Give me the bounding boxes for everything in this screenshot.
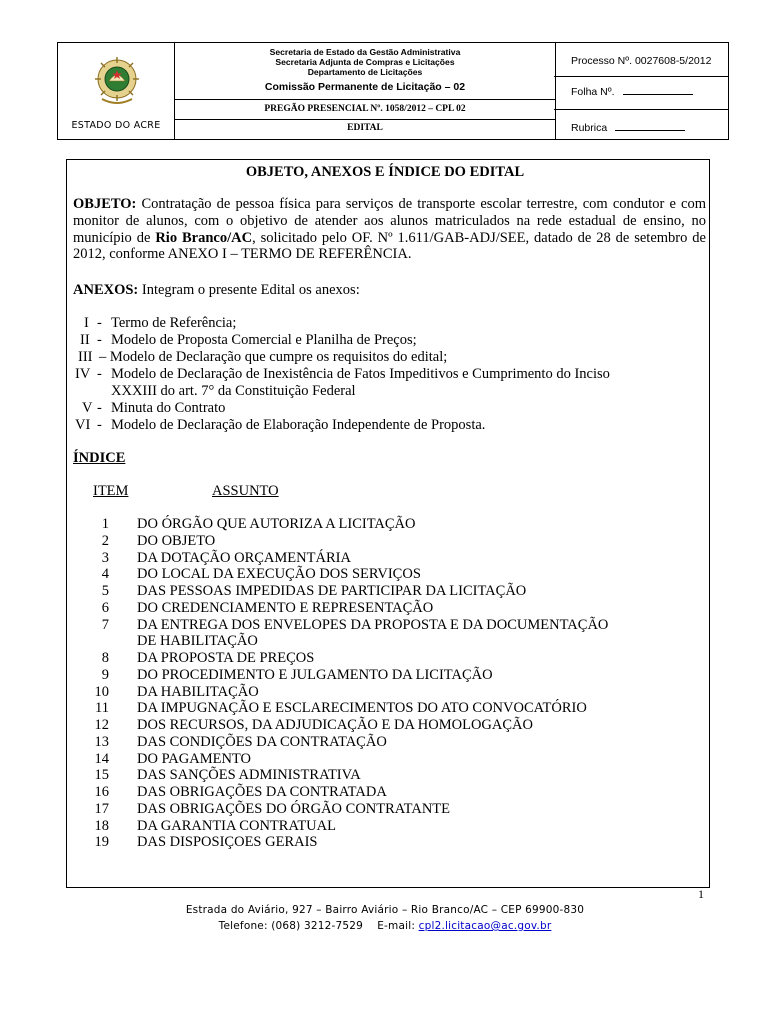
index-item-subject: DE HABILITAÇÃO: [137, 633, 258, 650]
index-item-subject: DA ENTREGA DOS ENVELOPES DA PROPOSTA E DA DOCUMENTAÇÃO: [137, 616, 609, 633]
index-item-subject: DAS PESSOAS IMPEDIDAS DE PARTICIPAR DA LICITAÇÃO: [137, 583, 527, 599]
document-header: [57, 42, 729, 140]
index-item-subject: DA HABILITAÇÃO: [137, 683, 259, 700]
index-item-subject: DA GARANTIA CONTRATUAL: [137, 817, 336, 834]
anexos-intro: Integram o presente Edital os anexos:: [138, 282, 360, 298]
annex-text: Modelo de Declaração de Elaboração Independente de Proposta.: [111, 417, 486, 433]
col-item-header: ITEM: [93, 483, 129, 499]
index-item-number: 17: [94, 800, 109, 817]
index-item-number: 19: [94, 834, 109, 851]
index-item-subject: DOS RECURSOS, DA ADJUDICAÇÃO E DA HOMOLOGAÇÃO: [137, 717, 533, 733]
state-name: ESTADO DO ACRE: [71, 120, 161, 131]
annex-text: – Modelo de Declaração que cumpre os requisitos do edital;: [99, 349, 448, 365]
index-item-number: 4: [101, 566, 109, 583]
index-item-number: 5: [101, 583, 109, 599]
objeto-city: Rio Branco/AC: [155, 229, 253, 246]
anexos-label: ANEXOS:: [73, 282, 139, 298]
dept-line: Secretaria de Estado da Gestão Administrativa: [269, 47, 461, 57]
index-item-number: 7: [101, 616, 109, 633]
annex-num: III: [78, 349, 93, 365]
index-item-number: 11: [95, 700, 109, 717]
footer-address: Estrada do Aviário, 927 – Bairro Aviário – Rio Branco/AC – CEP 69900-830: [185, 904, 585, 916]
dept-line: Secretaria Adjunta de Compras e Licitações: [275, 57, 455, 67]
index-item-number: 3: [101, 549, 109, 566]
index-item-subject: DAS SANÇÕES ADMINISTRATIVA: [137, 767, 361, 784]
index-item-subject: DAS OBRIGAÇÕES DA CONTRATADA: [137, 784, 387, 800]
rubrica-label: Rubrica: [571, 122, 608, 134]
index-item-subject: DAS OBRIGAÇÕES DO ÓRGÃO CONTRATANTE: [137, 800, 451, 817]
annex-num: IV: [75, 366, 91, 382]
objeto-text-end: , solicitado pelo OF. Nº 1.611/GAB-ADJ/SEE, datado de 28 de setembro de 2012, conforme ANEXO I – TERMO DE REFERÊNCIA.: [73, 229, 706, 263]
index-item-number: 6: [101, 599, 109, 616]
anexos-heading: [73, 282, 360, 299]
rubrica-blank: [615, 121, 685, 131]
processo-number: Processo Nº. 0027608-5/2012: [571, 55, 712, 67]
index-item-subject: DA IMPUGNAÇÃO E ESCLARECIMENTOS DO ATO CONVOCATÓRIO: [137, 700, 587, 717]
annex-num: V: [82, 400, 93, 416]
dept-line: Departamento de Licitações: [307, 67, 423, 77]
annex-text: Modelo de Proposta Comercial e Planilha de Preços;: [111, 332, 417, 348]
annex-text: Termo de Referência;: [111, 315, 237, 331]
index-item-subject: DA PROPOSTA DE PREÇOS: [137, 650, 315, 666]
folha-blank: [623, 85, 693, 95]
edital-label: EDITAL: [347, 123, 383, 133]
divider: [175, 99, 555, 100]
folha-label: Folha Nº.: [571, 86, 615, 98]
annex-num: VI: [75, 417, 91, 433]
indice-heading: ÍNDICE: [73, 450, 126, 466]
index-item-number: 14: [94, 750, 109, 767]
annex-num: II: [80, 332, 90, 348]
annex-text: Minuta do Contrato: [111, 400, 226, 416]
index-item-number: 2: [101, 532, 109, 549]
divider: [175, 119, 555, 120]
commission-name: Comissão Permanente de Licitação – 02: [264, 81, 466, 93]
index-item-number: 18: [94, 817, 109, 834]
index-item-number: 12: [94, 717, 109, 733]
annex-text: Modelo de Declaração de Inexistência de Fatos Impeditivos e Cumprimento do Inciso: [111, 366, 610, 382]
index-item-subject: DO PAGAMENTO: [137, 750, 252, 767]
footer-contact: [0, 920, 770, 932]
index-item-number: 16: [94, 784, 109, 800]
annex-num: I: [84, 315, 89, 331]
department-lines: [175, 47, 555, 77]
index-item-number: 8: [101, 650, 109, 666]
index-item-subject: DO LOCAL DA EXECUÇÃO DOS SERVIÇOS: [137, 566, 421, 583]
annex-text: XXXIII do art. 7° da Constituição Federal: [111, 383, 356, 399]
objeto-paragraph: [73, 196, 706, 263]
divider: [554, 109, 728, 110]
footer-phone: Telefone: (068) 3212-7529: [218, 920, 364, 932]
page-number: 1: [698, 887, 704, 901]
index-item-subject: DAS CONDIÇÕES DA CONTRATAÇÃO: [137, 733, 387, 750]
footer-email-label: E-mail:: [377, 920, 416, 932]
index-item-subject: DO ÓRGÃO QUE AUTORIZA A LICITAÇÃO: [137, 516, 416, 532]
objeto-text: Contratação de pessoa física para serviços de transporte escolar terrestre, com condutor e com monitor de alunos, com o objetivo de atender aos alunos matriculados na rede estadual de ensino, no município de: [73, 196, 706, 246]
rubrica-field: [571, 121, 685, 134]
divider: [554, 76, 728, 77]
index-item-number: 10: [94, 683, 109, 700]
footer-email-link[interactable]: cpl2.licitacao@ac.gov.br: [418, 920, 552, 932]
pregao-number: PREGÃO PRESENCIAL Nº. 1058/2012 – CPL 02: [264, 104, 466, 114]
state-crest-icon: [92, 55, 142, 107]
col-assunto-header: ASSUNTO: [212, 483, 279, 499]
header-right: [554, 43, 728, 139]
index-item-number: 9: [101, 666, 109, 683]
logo-cell: [58, 43, 174, 139]
folha-field: [571, 85, 693, 98]
header-center: [174, 43, 556, 139]
index-item-subject: DO OBJETO: [137, 532, 216, 549]
section-title: OBJETO, ANEXOS E ÍNDICE DO EDITAL: [245, 164, 525, 180]
index-item-subject: DAS DISPOSIÇOES GERAIS: [137, 834, 318, 851]
objeto-label: OBJETO:: [73, 196, 137, 212]
index-item-number: 1: [101, 516, 109, 532]
index-item-subject: DA DOTAÇÃO ORÇAMENTÁRIA: [137, 549, 351, 566]
index-item-number: 13: [94, 733, 109, 750]
index-item-subject: DO PROCEDIMENTO E JULGAMENTO DA LICITAÇÃO: [137, 666, 493, 683]
index-item-number: 15: [94, 767, 109, 784]
index-item-subject: DO CREDENCIAMENTO E REPRESENTAÇÃO: [137, 599, 434, 616]
